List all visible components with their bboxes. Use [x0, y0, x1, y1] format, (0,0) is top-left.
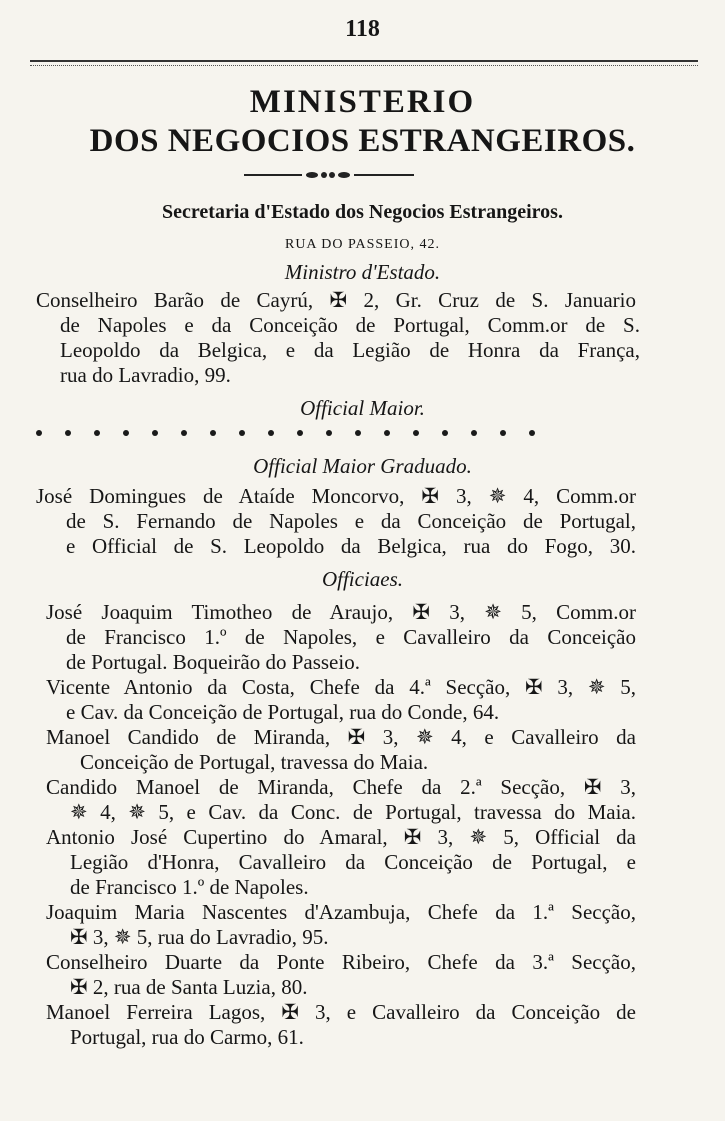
- officiaes-line-2: de Francisco 1.º de Napoles, e Cavalleiro da Conceição: [66, 625, 636, 649]
- officiaes-line-4: Vicente Antonio da Costa, Chefe da 4.ª Secção, ✠ 3, ✵ 5,: [46, 675, 636, 699]
- dotted-leader: [36, 426, 536, 440]
- header-rule: [30, 60, 698, 66]
- graduado-line-3: e Official de S. Leopoldo da Belgica, rua do Fogo, 30.: [66, 534, 636, 558]
- officiaes-line-18: Portugal, rua do Carmo, 61.: [70, 1025, 304, 1049]
- officiaes-line-17: Manoel Ferreira Lagos, ✠ 3, e Cavalleiro da Conceição de: [46, 1000, 636, 1024]
- officiaes-line-15: Conselheiro Duarte da Ponte Ribeiro, Chefe da 3.ª Secção,: [46, 950, 636, 974]
- ministro-line-1: Conselheiro Barão de Cayrú, ✠ 2, Gr. Cruz de S. Januario: [36, 288, 636, 312]
- officiaes-line-3: de Portugal. Boqueirão do Passeio.: [66, 650, 360, 674]
- officiaes-line-8: Candido Manoel de Miranda, Chefe da 2.ª Secção, ✠ 3,: [46, 775, 636, 799]
- graduado-line-1: José Domingues de Ataíde Moncorvo, ✠ 3, ✵ 4, Comm.or: [36, 484, 636, 508]
- officiaes-line-1: José Joaquim Timotheo de Araujo, ✠ 3, ✵ 5, Comm.or: [46, 600, 636, 624]
- ministro-heading: Ministro d'Estado.: [284, 260, 441, 284]
- official-maior-graduado-heading: Official Maior Graduado.: [253, 454, 472, 478]
- page-number: 118: [345, 16, 380, 42]
- official-maior-heading: Official Maior.: [300, 396, 425, 420]
- graduado-line-2: de S. Fernando de Napoles e da Conceição de Portugal,: [66, 509, 636, 533]
- officiaes-line-14: ✠ 3, ✵ 5, rua do Lavradio, 95.: [70, 925, 329, 949]
- ministro-line-4: rua do Lavradio, 99.: [60, 363, 231, 387]
- officiaes-line-6: Manoel Candido de Miranda, ✠ 3, ✵ 4, e Cavalleiro da: [46, 725, 636, 749]
- officiaes-line-16: ✠ 2, rua de Santa Luzia, 80.: [70, 975, 308, 999]
- ministro-line-2: de Napoles e da Conceição de Portugal, Comm.or de S.: [60, 313, 640, 337]
- ministro-line-3: Leopoldo da Belgica, e da Legião de Honra da França,: [60, 338, 640, 362]
- secretaria-heading: Secretaria d'Estado dos Negocios Estrangeiros.: [162, 201, 563, 223]
- ornament-divider: [244, 169, 414, 181]
- title-ministerio: MINISTERIO: [249, 84, 476, 120]
- officiaes-line-12: de Francisco 1.º de Napoles.: [70, 875, 309, 899]
- officiaes-line-7: Conceição de Portugal, travessa do Maia.: [80, 750, 429, 774]
- secretaria-address: RUA DO PASSEIO, 42.: [284, 237, 440, 252]
- title-negocios-estrangeiros: DOS NEGOCIOS ESTRANGEIROS.: [89, 123, 636, 159]
- officiaes-line-5: e Cav. da Conceição de Portugal, rua do Conde, 64.: [66, 700, 500, 724]
- officiaes-line-11: Legião d'Honra, Cavalleiro da Conceição de Portugal, e: [70, 850, 636, 874]
- officiaes-heading: Officiaes.: [321, 567, 404, 591]
- officiaes-line-13: Joaquim Maria Nascentes d'Azambuja, Chefe da 1.ª Secção,: [46, 900, 636, 924]
- officiaes-line-9: ✵ 4, ✵ 5, e Cav. da Conc. de Portugal, travessa do Maia.: [70, 800, 636, 824]
- officiaes-line-10: Antonio José Cupertino do Amaral, ✠ 3, ✵ 5, Official da: [46, 825, 636, 849]
